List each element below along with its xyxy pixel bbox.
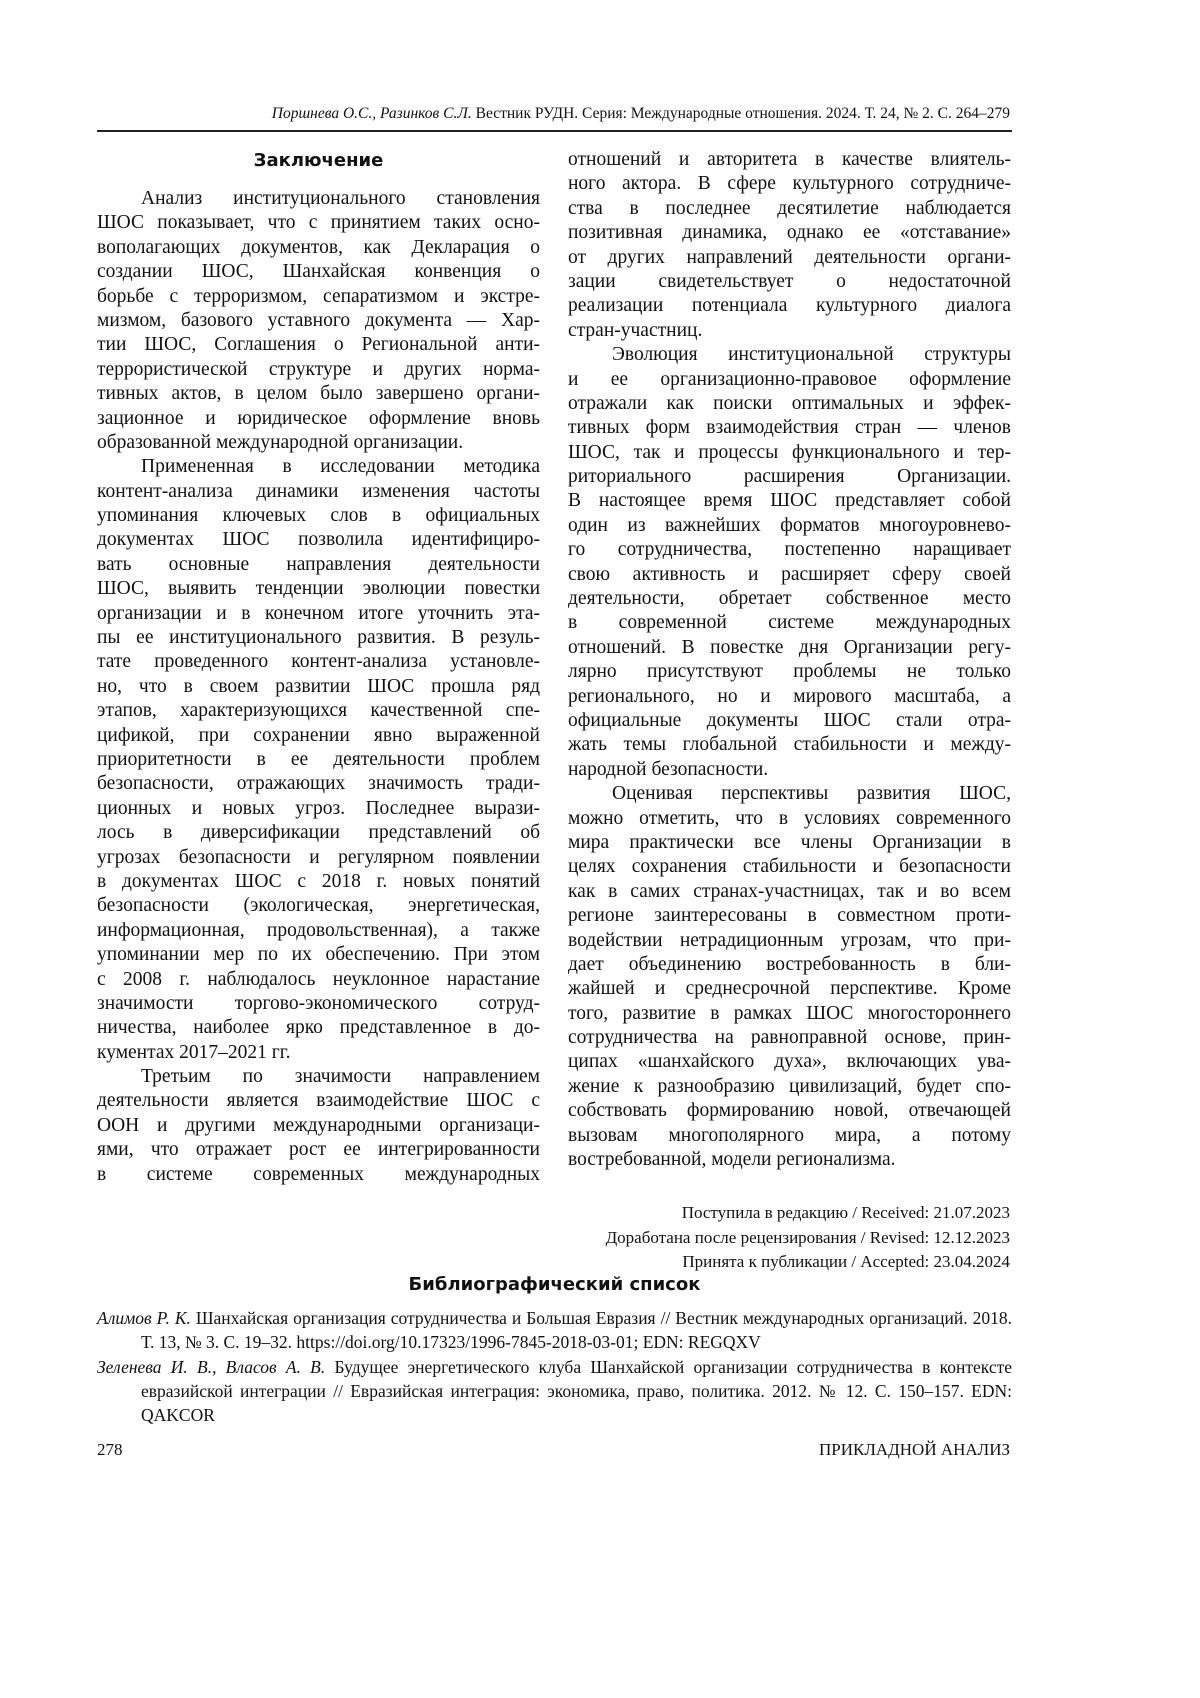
text-line: сотрудничества на равноправной основе, прин- <box>568 1026 1011 1050</box>
text-line: и ее организационно-правовое оформление <box>568 368 1011 392</box>
text-line: регионального, но и мирового масштаба, а <box>568 685 1011 709</box>
article-dates <box>606 1201 1010 1275</box>
text-line: зационное и юридическое оформление вновь <box>97 407 540 431</box>
text-line: как в самих странах-участницах, так и во всем <box>568 880 1011 904</box>
text-line: жать темы глобальной стабильности и между- <box>568 733 1011 757</box>
text-line: ничества, наиболее ярко представленное в до- <box>97 1016 540 1040</box>
text-line: террористической структуре и других норма- <box>97 358 540 382</box>
text-line: контент-анализа динамики изменения частоты <box>97 480 540 504</box>
text-line: в системе современных международных <box>97 1163 540 1187</box>
paragraph <box>568 343 1011 782</box>
text-line: упоминании мер по их обеспечению. При этом <box>97 943 540 967</box>
reference-authors: Алимов Р. К. <box>97 1308 191 1328</box>
text-line: целях сохранения стабильности и безопасности <box>568 855 1011 879</box>
text-line: цификой, при сохранении явно выраженной <box>97 724 540 748</box>
text-line: документах ШОС позволила идентифициро- <box>97 528 540 552</box>
text-line: официальные документы ШОС стали отра- <box>568 709 1011 733</box>
paragraph <box>568 148 1011 343</box>
text-line: образованной международной организации. <box>97 431 540 455</box>
paragraph <box>97 1065 540 1187</box>
text-line: ШОС, так и процессы функционального и тер- <box>568 441 1011 465</box>
text-line: кументах 2017–2021 гг. <box>97 1041 540 1065</box>
text-line: в современной системе международных <box>568 611 1011 635</box>
text-line: народной безопасности. <box>568 758 1011 782</box>
text-line: риториального расширения Организации. <box>568 465 1011 489</box>
paragraph <box>568 782 1011 1172</box>
received-date: Поступила в редакцию / Received: 21.07.2023 <box>606 1201 1010 1226</box>
text-line: того, развитие в рамках ШОС многостороннего <box>568 1002 1011 1026</box>
text-line: борьбе с терроризмом, сепаратизмом и экстре- <box>97 285 540 309</box>
text-line: можно отметить, что в условиях современного <box>568 807 1011 831</box>
text-line: тивных актов, в целом было завершено органи- <box>97 382 540 406</box>
text-line: тате проведенного контент-анализа установле- <box>97 650 540 674</box>
text-line: информационная, продовольственная), а также <box>97 919 540 943</box>
text-line: отношений. В повестке дня Организации регу- <box>568 636 1011 660</box>
reference-list <box>97 1306 1012 1427</box>
text-line: пы ее институционального развития. В резуль- <box>97 626 540 650</box>
text-line: стран-участниц. <box>568 319 1011 343</box>
text-line: В настоящее время ШОС представляет собой <box>568 489 1011 513</box>
text-line: Третьим по значимости направлением <box>97 1065 540 1089</box>
reference-item <box>97 1306 1012 1355</box>
text-line: этапов, характеризующихся качественной спе- <box>97 699 540 723</box>
reference-item <box>97 1355 1012 1428</box>
text-line: вать основные направления деятельности <box>97 553 540 577</box>
footer-section: ПРИКЛАДНОЙ АНАЛИЗ <box>819 1440 1010 1460</box>
text-line: зации свидетельствует о недостаточной <box>568 270 1011 294</box>
header-rule <box>97 130 1012 132</box>
text-line: регионе заинтересованы в совместном проти- <box>568 904 1011 928</box>
text-line: деятельности, обретает собственное место <box>568 587 1011 611</box>
text-line: ципах «шанхайского духа», включающих ува- <box>568 1050 1011 1074</box>
text-line: го сотрудничества, постепенно наращивает <box>568 538 1011 562</box>
text-line: жайшей и среднесрочной перспективе. Кроме <box>568 977 1011 1001</box>
text-line: создании ШОС, Шанхайская конвенция о <box>97 260 540 284</box>
text-line: мира практически все члены Организации в <box>568 831 1011 855</box>
bibliography-title: Библиографический список <box>97 1274 1012 1295</box>
text-line: ШОС, выявить тенденции эволюции повестки <box>97 577 540 601</box>
text-line: Эволюция институциональной структуры <box>568 343 1011 367</box>
header-authors: Поршнева О.С., Разинков С.Л. <box>272 105 472 122</box>
page-number: 278 <box>97 1440 123 1460</box>
text-line: упоминания ключевых слов в официальных <box>97 504 540 528</box>
text-line: в документах ШОС с 2018 г. новых понятий <box>97 870 540 894</box>
text-line: жение к разнообразию цивилизаций, будет спо- <box>568 1075 1011 1099</box>
text-line: дает объединению востребованность в бли- <box>568 953 1011 977</box>
text-line: ного актора. В сфере культурного сотрудниче- <box>568 172 1011 196</box>
text-line: угрозах безопасности и регулярном появлении <box>97 846 540 870</box>
text-line: позитивная динамика, однако ее «отставание» <box>568 221 1011 245</box>
left-column <box>97 187 540 1187</box>
running-header <box>97 105 1010 123</box>
paragraph <box>97 455 540 1065</box>
text-line: водействии нетрадиционным угрозам, что при- <box>568 929 1011 953</box>
text-line: безопасности, отражающих значимость тради- <box>97 772 540 796</box>
accepted-date: Принята к публикации / Accepted: 23.04.2024 <box>606 1250 1010 1275</box>
text-line: ями, что отражает рост ее интегрированности <box>97 1138 540 1162</box>
text-line: приоритетности в ее деятельности проблем <box>97 748 540 772</box>
reference-text: Шанхайская организация сотрудничества и Большая Евразия // Вестник международных организаций. 2018. Т. 13, № 3. С. 19–32. https://doi.org/10.17323/1996-7845-2018-03-01; EDN: REGQXV <box>141 1308 1012 1352</box>
text-line: Примененная в исследовании методика <box>97 455 540 479</box>
text-line: Анализ институционального становления <box>97 187 540 211</box>
text-line: ООН и другими международными организаци- <box>97 1114 540 1138</box>
text-line: вызовам многополярного мира, а потому <box>568 1124 1011 1148</box>
text-line: лярно присутствуют проблемы не только <box>568 660 1011 684</box>
text-line: ШОС показывает, что с принятием таких осно- <box>97 211 540 235</box>
text-line: отношений и авторитета в качестве влиятель- <box>568 148 1011 172</box>
reference-text: Будущее энергетического клуба Шанхайской организации сотрудничества в контексте евразийской интеграции // Евразийская интеграция: экономика, право, политика. 2012. № 12. С. 150–157. EDN: QAKCOR <box>141 1357 1012 1426</box>
right-column <box>568 148 1011 1172</box>
text-line: с 2008 г. наблюдалось неуклонное нарастание <box>97 968 540 992</box>
text-line: реализации потенциала культурного диалога <box>568 294 1011 318</box>
text-line: от других направлений деятельности органи- <box>568 246 1011 270</box>
text-line: тии ШОС, Соглашения о Региональной анти- <box>97 333 540 357</box>
text-line: ства в последнее десятилетие наблюдается <box>568 197 1011 221</box>
reference-authors: Зеленева И. В., Власов А. В. <box>97 1357 325 1377</box>
revised-date: Доработана после рецензирования / Revised: 12.12.2023 <box>606 1226 1010 1251</box>
text-line: мизмом, базового уставного документа — Хар- <box>97 309 540 333</box>
text-line: свою активность и расширяет сферу своей <box>568 563 1011 587</box>
paragraph <box>97 187 540 455</box>
text-line: отражали как поиски оптимальных и эффек- <box>568 392 1011 416</box>
header-citation: Вестник РУДН. Серия: Международные отношения. 2024. Т. 24, № 2. С. 264–279 <box>476 105 1010 122</box>
section-title: Заключение <box>97 150 540 171</box>
text-line: лось в диверсификации представлений об <box>97 821 540 845</box>
text-line: деятельности является взаимодействие ШОС с <box>97 1089 540 1113</box>
text-line: Оценивая перспективы развития ШОС, <box>568 782 1011 806</box>
text-line: безопасности (экологическая, энергетическая, <box>97 894 540 918</box>
text-line: собствовать формированию новой, отвечающей <box>568 1099 1011 1123</box>
text-line: организации и в конечном итоге уточнить эта- <box>97 602 540 626</box>
text-line: тивных форм взаимодействия стран — членов <box>568 416 1011 440</box>
text-line: значимости торгово-экономического сотруд- <box>97 992 540 1016</box>
text-line: один из важнейших форматов многоуровнево- <box>568 514 1011 538</box>
text-line: вополагающих документов, как Декларация о <box>97 236 540 260</box>
text-line: но, что в своем развитии ШОС прошла ряд <box>97 675 540 699</box>
text-line: востребованной, модели регионализма. <box>568 1148 1011 1172</box>
text-line: ционных и новых угроз. Последнее вырази- <box>97 797 540 821</box>
